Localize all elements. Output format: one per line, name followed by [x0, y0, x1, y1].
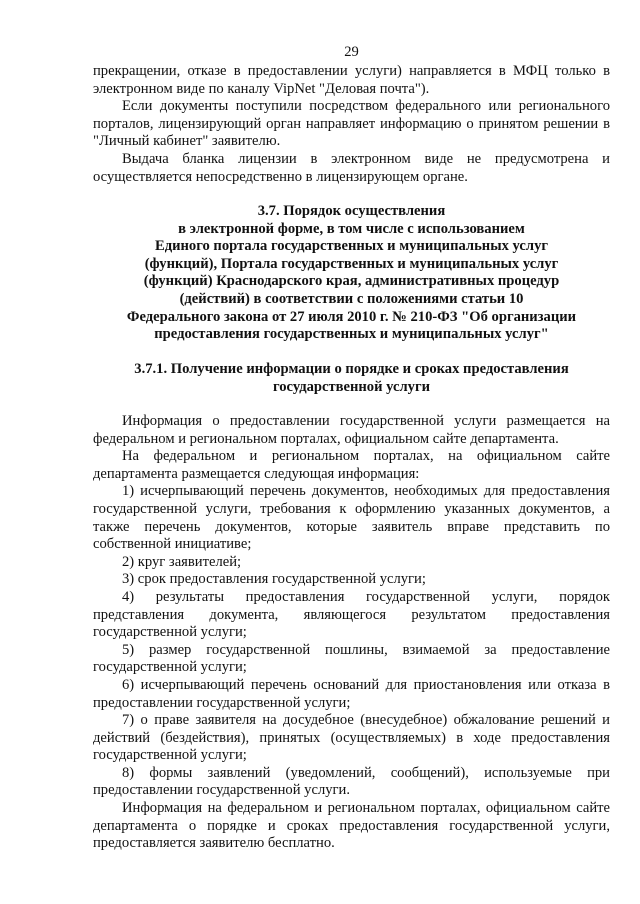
intro-paragraph-license-form: Выдача бланка лицензии в электронном виде не предусмотрена и осуществляется непосредственно в лицензирующем органе.	[93, 150, 610, 185]
section-heading-line: (функций), Портала государственных и муниципальных услуг	[144, 255, 559, 272]
list-item: 6) исчерпывающий перечень оснований для приостановления или отказа в предоставлении государственной услуги;	[93, 676, 610, 711]
list-item: 8) формы заявлений (уведомлений, сообщений), используемые при предоставлении государственной услуги.	[93, 764, 610, 799]
list-item: 2) круг заявителей;	[122, 553, 242, 570]
list-item: 5) размер государственной пошлины, взимаемой за предоставление государственной услуги;	[93, 641, 610, 676]
body-section	[93, 413, 610, 853]
subsection-heading-line: 3.7.1. Получение информации о порядке и сроках предоставления	[134, 361, 569, 377]
body-paragraph: Информация о предоставлении государственной услуги размещается на федеральном и региональном порталах, официальном сайте департамента.	[93, 413, 610, 447]
intro-paragraph-portals: Если документы поступили посредством федерального или регионального порталов, лицензирующий орган направляет информацию о принятом решении в "Личный кабинет" заявителю.	[93, 98, 610, 150]
body-paragraph: Информация на федеральном и региональном порталах, официальном сайте департамента о порядке и сроках предоставления государственной услуги, предоставляется заявителю бесплатно.	[93, 800, 610, 852]
list-item: 7) о праве заявителя на досудебное (внесудебное) обжалование решений и действий (бездействия), принятых (осуществляемых) в ходе предоставления государственной услуги;	[93, 712, 610, 764]
section-heading-line: 3.7. Порядок осуществления	[257, 203, 446, 219]
section-heading-line: (действий) в соответствии с положениями статьи 10	[179, 290, 524, 307]
body-paragraph: На федеральном и региональном порталах, на официальном сайте департамента размещается следующая информация:	[93, 448, 610, 482]
section-heading-line: (функций) Краснодарского края, административных процедур	[143, 273, 560, 290]
section-heading-line: Федерального закона от 27 июля 2010 г. № 210-ФЗ "Об организации	[126, 308, 577, 325]
page-number: 29	[344, 44, 359, 60]
section-heading-3-7	[93, 203, 610, 344]
intro-section	[93, 63, 610, 186]
section-heading-line: Единого портала государственных и муниципальных услуг	[154, 238, 548, 255]
section-heading-line: предоставления государственных и муниципальных услуг"	[154, 326, 549, 343]
intro-paragraph-continuation: прекращении, отказе в предоставлении услуги) направляется в МФЦ только в электронном виде по каналу VipNet "Деловая почта").	[93, 63, 610, 97]
list-item: 1) исчерпывающий перечень документов, необходимых для предоставления государственной услуги, требования к оформлению указанных документов, а также перечень документов, которые заявитель вправе представить по собственной инициативе;	[93, 483, 610, 553]
subsection-heading-line: государственной услуги	[272, 378, 431, 395]
subsection-heading-3-7-1	[93, 361, 610, 396]
section-heading-line: в электронной форме, в том числе с использованием	[178, 220, 525, 237]
list-item: 4) результаты предоставления государственной услуги, порядок представления документа, являющегося результатом предоставления государственной услуги;	[93, 588, 610, 641]
list-item: 3) срок предоставления государственной услуги;	[122, 571, 426, 588]
